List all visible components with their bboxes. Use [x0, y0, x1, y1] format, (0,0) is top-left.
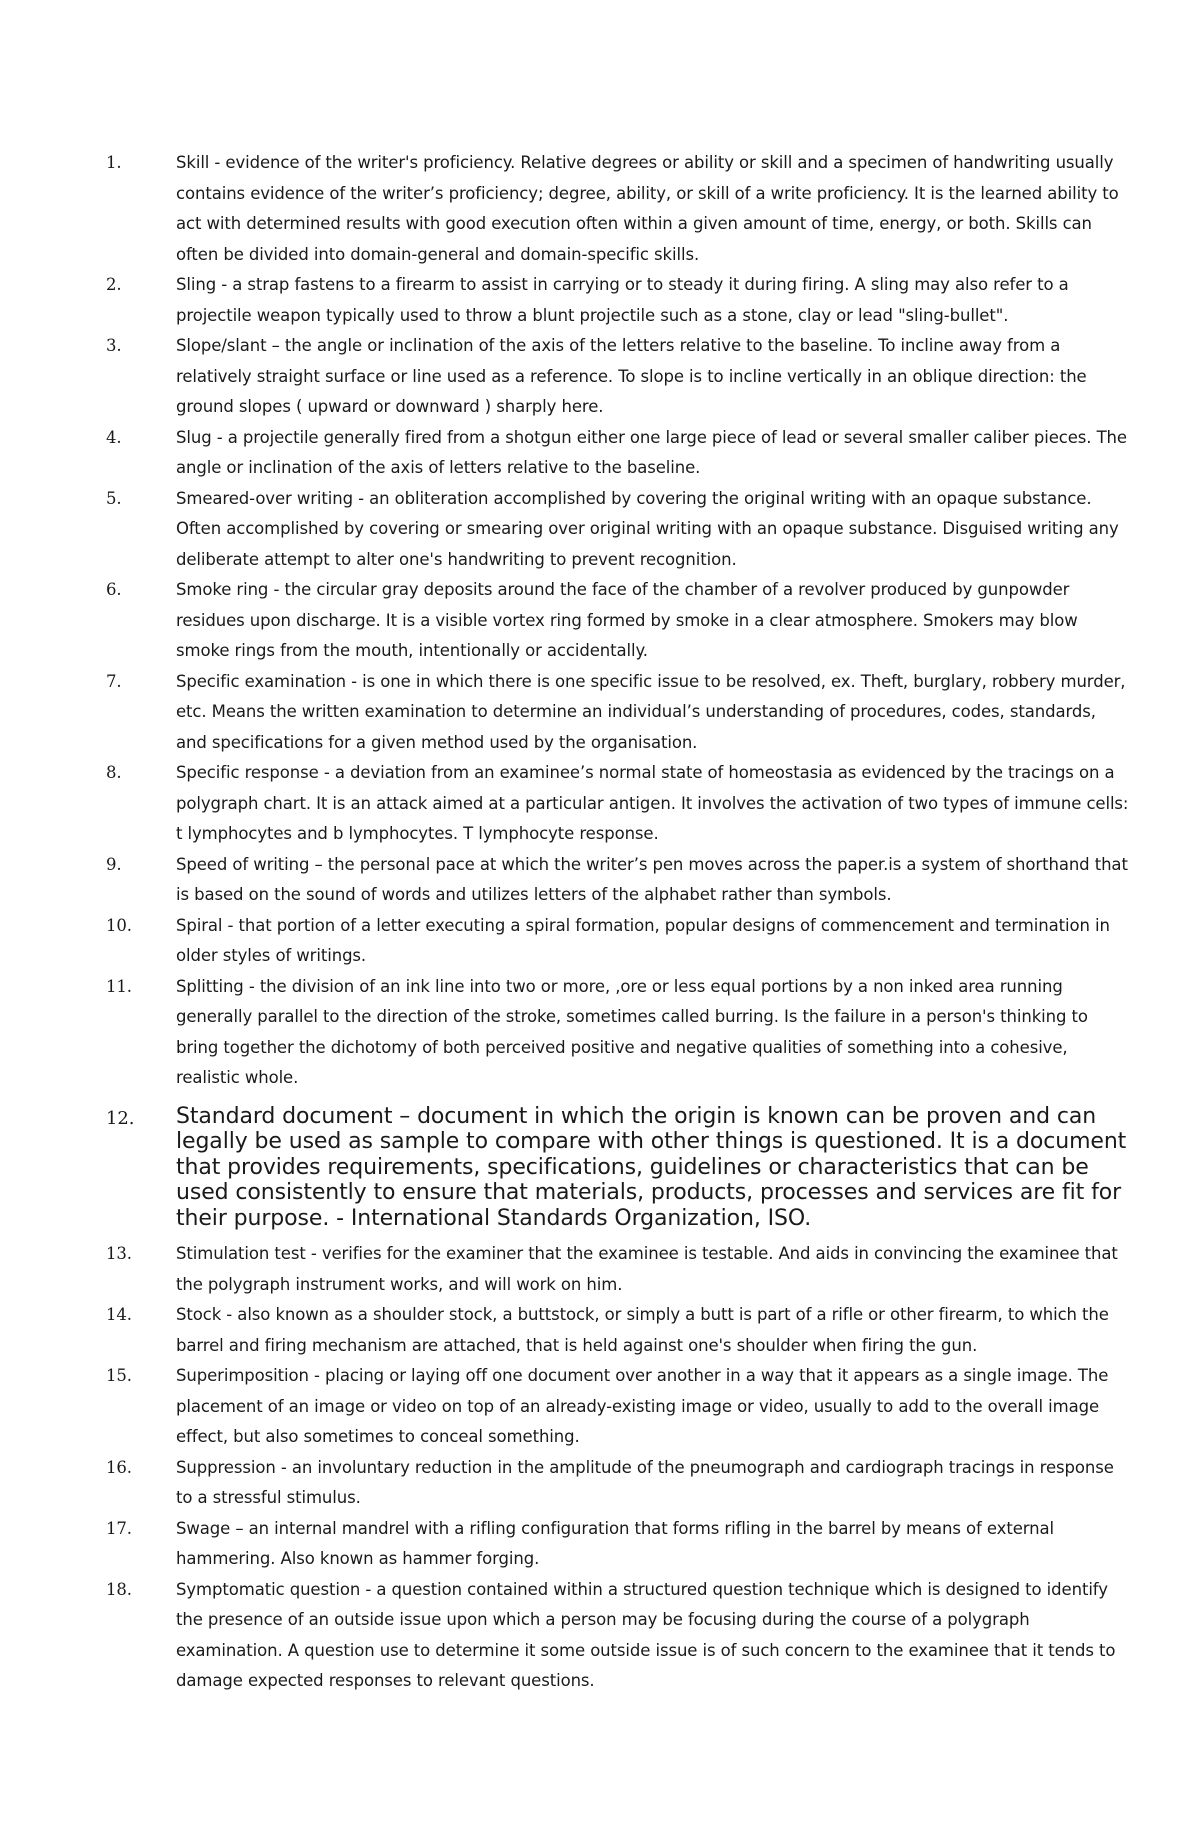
list-item	[100, 850, 1130, 911]
item-number: 6.	[106, 580, 122, 599]
item-text: Spiral - that portion of a letter executing a spiral formation, popular designs of commencement and termination in older styles of writings.	[176, 915, 1110, 965]
item-text: Slug - a projectile generally fired from a shotgun either one large piece of lead or several smaller caliber pieces. The angle or inclination of the axis of letters relative to the baseline.	[176, 427, 1127, 477]
list-item	[100, 1094, 1130, 1240]
item-text: Smoke ring - the circular gray deposits around the face of the chamber of a revolver produced by gunpowder residues upon discharge. It is a visible vortex ring formed by smoke in a clear atmosphere. Smokers may blow smoke rings from the mouth, intentionally or accidentally.	[176, 580, 1078, 660]
item-text: Speed of writing – the personal pace at which the writer’s pen moves across the paper.is a system of shorthand that is based on the sound of words and utilizes letters of the alphabet rather than symbols.	[176, 854, 1128, 904]
item-number: 7.	[106, 671, 122, 691]
item-number: 11.	[106, 976, 132, 996]
item-text: Skill - evidence of the writer's proficiency. Relative degrees or ability or skill and a specimen of handwriting usually contains evidence of the writer’s proficiency; degree, ability, or skill of a write proficiency. It is the learned ability to act with determined results with good execution often within a given amount of time, energy, or both. Skills can often be divided into domain-general and domain-specific skills.	[176, 153, 1119, 264]
list-item	[100, 1514, 1130, 1575]
item-number: 1.	[106, 153, 122, 172]
item-text: Swage – an internal mandrel with a rifling configuration that forms rifling in the barrel by means of external hammering. Also known as hammer forging.	[176, 1518, 1054, 1568]
item-text: Stimulation test - verifies for the examiner that the examinee is testable. And aids in convincing the examinee that the polygraph instrument works, and will work on him.	[176, 1244, 1118, 1294]
list-item	[100, 331, 1130, 423]
item-number: 4.	[106, 427, 122, 447]
item-text: Splitting - the division of an ink line into two or more, ,ore or less equal portions by a non inked area running generally parallel to the direction of the stroke, sometimes called burring. Is the failure in a person's thinking to bring together the dichotomy of both perceived positive and negative qualities of something into a cohesive, realistic whole.	[176, 976, 1088, 1087]
item-text: Specific response - a deviation from an examinee’s normal state of homeostasia as evidenced by the tracings on a polygraph chart. It is an attack aimed at a particular antigen. It involves the activation of two types of immune cells: t lymphocytes and b lymphocytes. T lymphocyte response.	[176, 763, 1129, 843]
item-text: Standard document – document in which the origin is known can be proven and can legally be used as sample to compare with other things is questioned. It is a document that provides requirements, specifications, guidelines or characteristics that can be used consistently to ensure that materials, products, processes and services are fit for their purpose. - International Standards Organization, ISO.	[176, 1103, 1127, 1231]
list-item	[100, 758, 1130, 850]
list-item	[100, 972, 1130, 1094]
item-text: Smeared-over writing - an obliteration accomplished by covering the original writing with an opaque substance. Often accomplished by covering or smearing over original writing with an opaque substance. Disguised writing any deliberate attempt to alter one's handwriting to prevent recognition.	[176, 488, 1119, 569]
list-item	[100, 423, 1130, 484]
glossary-list	[100, 148, 1130, 1697]
item-number: 9.	[106, 854, 122, 874]
list-item	[100, 1453, 1130, 1514]
item-number: 10.	[106, 915, 132, 935]
item-number: 2.	[106, 275, 122, 294]
item-text: Suppression - an involuntary reduction in the amplitude of the pneumograph and cardiograph tracings in response to a stressful stimulus.	[176, 1457, 1114, 1507]
list-item	[100, 667, 1130, 759]
list-item	[100, 1361, 1130, 1453]
item-number: 18.	[106, 1579, 132, 1599]
list-item	[100, 575, 1130, 667]
item-text: Sling - a strap fastens to a firearm to assist in carrying or to steady it during firing. A sling may also refer to a projectile weapon typically used to throw a blunt projectile such as a stone, clay or lead "sling-bullet".	[176, 275, 1069, 325]
item-text: Symptomatic question - a question contained within a structured question technique which is designed to identify the presence of an outside issue upon which a person may be focusing during the course of a polygraph examination. A question use to determine it some outside issue is of such concern to the examinee that it tends to damage expected responses to relevant questions.	[176, 1579, 1116, 1690]
list-item	[100, 1300, 1130, 1361]
item-number: 12.	[106, 1107, 135, 1129]
item-number: 13.	[106, 1244, 132, 1263]
item-text: Stock - also known as a shoulder stock, a buttstock, or simply a butt is part of a rifle or other firearm, to which the barrel and firing mechanism are attached, that is held against one's shoulder when firing the gun.	[176, 1305, 1109, 1355]
list-item	[100, 148, 1130, 270]
item-text: Slope/slant – the angle or inclination of the axis of the letters relative to the baseline. To incline away from a relatively straight surface or line used as a reference. To slope is to incline vertically in an oblique direction: the ground slopes ( upward or downward ) sharply here.	[176, 336, 1087, 416]
item-number: 16.	[106, 1457, 132, 1477]
item-number: 8.	[106, 763, 122, 782]
item-number: 17.	[106, 1518, 132, 1538]
item-number: 14.	[106, 1305, 132, 1324]
item-number: 3.	[106, 336, 122, 355]
list-item	[100, 270, 1130, 331]
list-item	[100, 1239, 1130, 1300]
item-text: Superimposition - placing or laying off one document over another in a way that it appears as a single image. The placement of an image or video on top of an already-existing image or video, usually to add to the overall image effect, but also sometimes to conceal something.	[176, 1366, 1109, 1446]
list-item	[100, 1575, 1130, 1697]
item-text: Specific examination - is one in which there is one specific issue to be resolved, ex. Theft, burglary, robbery murder, etc. Means the written examination to determine an individual’s understanding of procedures, codes, standards, and specifications for a given method used by the organisation.	[176, 671, 1126, 752]
item-number: 5.	[106, 488, 122, 508]
item-number: 15.	[106, 1366, 132, 1385]
list-item	[100, 911, 1130, 972]
list-item	[100, 484, 1130, 576]
